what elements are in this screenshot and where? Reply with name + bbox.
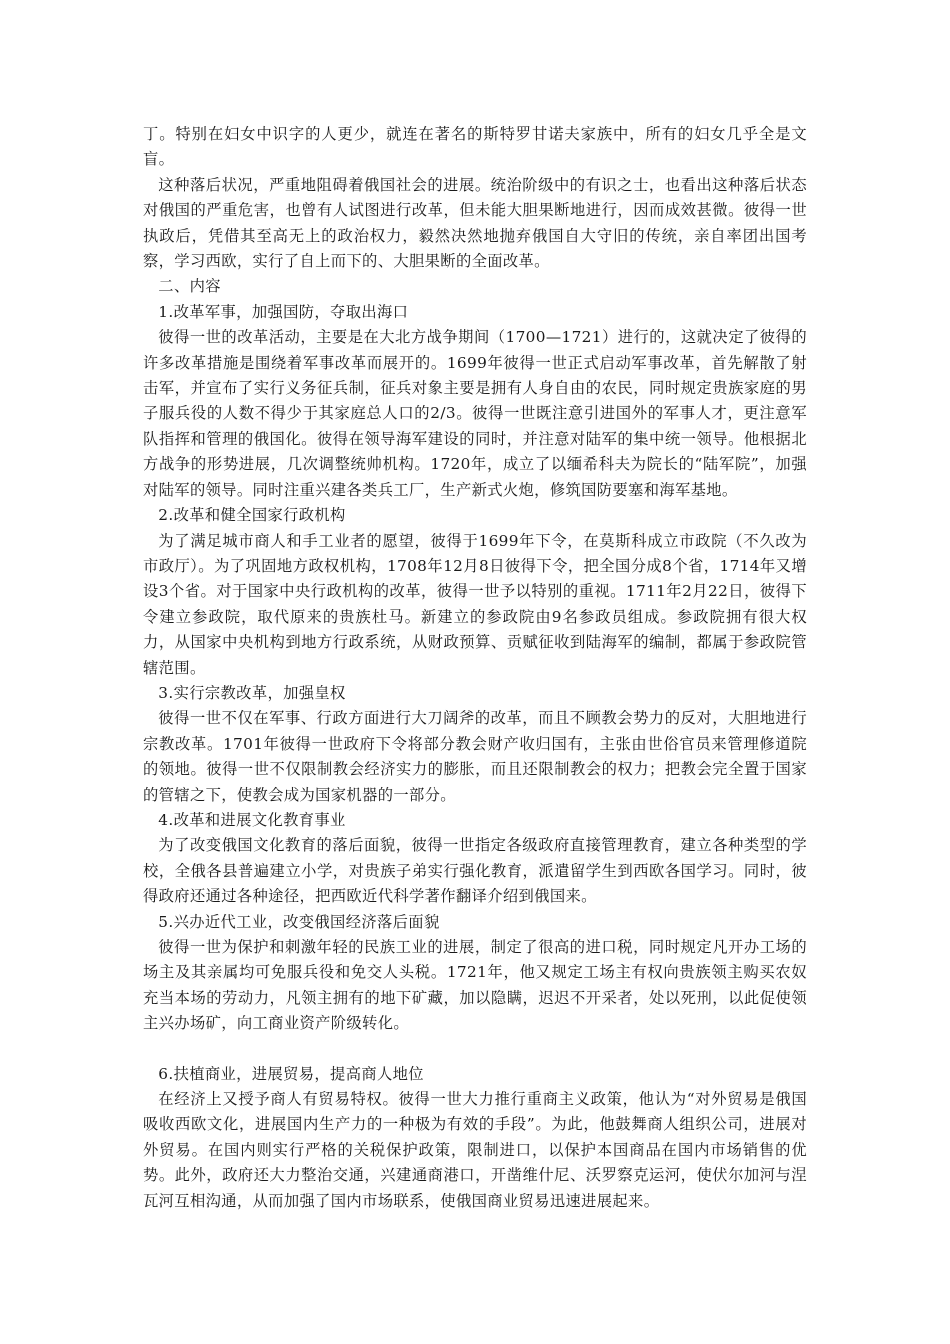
document-page — [143, 122, 807, 1214]
section-body-industry: 彼得一世为保护和刺激年轻的民族工业的进展，制定了很高的进口税，同时规定凡开办工场的场主及其亲属均可免服兵役和免交人头税。1721年，他又规定工场主有权向贵族领主购买农奴充当本场的劳动力，凡领主拥有的地下矿藏，加以隐瞒，迟迟不开采者，处以死刑，以此促使领主兴办场矿，向工商业资产阶级转化。 — [143, 938, 807, 1033]
section-heading-administration: 2.改革和健全国家行政机构 — [158, 506, 346, 525]
section-title: 二、内容 — [158, 277, 221, 296]
section-body-commerce: 在经济上又授予商人有贸易特权。彼得一世大力推行重商主义政策，他认为“对外贸易是俄国吸收西欧文化，进展国内生产力的一种极为有效的手段”。为此，他鼓舞商人组织公司，进展对外贸易。在国内则实行严格的关税保护政策，限制进口，以保护本国商品在国内市场销售的优势。此外，政府还大力整治交通，兴建通商港口，开凿维什尼、沃罗察克运河，使伏尔加河与涅瓦河互相沟通，从而加强了国内市场联系，使俄国商业贸易迅速进展起来。 — [143, 1090, 807, 1210]
paragraph-spacer — [143, 1037, 807, 1062]
section-heading-industry: 5.兴办近代工业，改变俄国经济落后面貌 — [158, 912, 440, 931]
section-body-education: 为了改变俄国文化教育的落后面貌，彼得一世指定各级政府直接管理教育，建立各种类型的学校，全俄各县普遍建立小学，对贵族子弟实行强化教育，派遣留学生到西欧各国学习。同时，彼得政府还通过各种途径，把西欧近代科学著作翻译介绍到俄国来。 — [143, 836, 807, 906]
section-body-military: 彼得一世的改革活动，主要是在大北方战争期间（1700—1721）进行的，这就决定了彼得的许多改革措施是围绕着军事改革而展开的。1699年彼得一世正式启动军事改革，首先解散了射击军，并宣布了实行义务征兵制，征兵对象主要是拥有人身自由的农民，同时规定贵族家庭的男子服兵役的人数不得少于其家庭总人口的2/3。彼得一世既注意引进国外的军事人才，更注意军队指挥和管理的俄国化。彼得在领导海军建设的同时，并注意对陆军的集中统一领导。他根据北方战争的形势进展，几次调整统帅机构。1720年，成立了以缅希科夫为院长的“陆军院”，加强对陆军的领导。同时注重兴建各类兵工厂，生产新式火炮，修筑国防要塞和海军基地。 — [143, 328, 807, 499]
section-heading-religion: 3.实行宗教改革，加强皇权 — [158, 683, 346, 702]
intro-paragraph-continued: 丁。特别在妇女中识字的人更少，就连在著名的斯特罗甘诺夫家族中，所有的妇女几乎全是文盲。 — [143, 125, 807, 169]
intro-paragraph: 这种落后状况，严重地阻碍着俄国社会的进展。统治阶级中的有识之士，也看出这种落后状态对俄国的严重危害，也曾有人试图进行改革，但未能大胆果断地进行，因而成效甚微。彼得一世执政后，凭借其至高无上的政治权力，毅然决然地抛弃俄国自大守旧的传统，亲自率团出国考察，学习西欧，实行了自上而下的、大胆果断的全面改革。 — [143, 175, 807, 271]
section-body-administration: 为了满足城市商人和手工业者的愿望，彼得于1699年下令，在莫斯科成立市政院（不久改为市政厅）。为了巩固地方政权机构，1708年12月8日彼得下令，把全国分成8个省，1714年又增设3个省。对于国家中央行政机构的改革，彼得一世予以特别的重视。1711年2月22日，彼得下令建立参政院，取代原来的贵族杜马。新建立的参政院由9名参政员组成。参政院拥有很大权力，从国家中央机构到地方行政系统，从财政预算、贡赋征收到陆海军的编制，都属于参政院管辖范围。 — [143, 531, 807, 677]
section-heading-education: 4.改革和进展文化教育事业 — [158, 810, 346, 829]
section-heading-military: 1.改革军事，加强国防，夺取出海口 — [158, 302, 409, 321]
section-heading-commerce: 6.扶植商业，进展贸易，提高商人地位 — [158, 1064, 424, 1083]
section-body-religion: 彼得一世不仅在军事、行政方面进行大刀阔斧的改革，而且不顾教会势力的反对，大胆地进行宗教改革。1701年彼得一世政府下令将部分教会财产收归国有，主张由世俗官员来管理修道院的领地。彼得一世不仅限制教会经济实力的膨胀，而且还限制教会的权力；把教会完全置于国家的管辖之下，使教会成为国家机器的一部分。 — [143, 709, 807, 804]
